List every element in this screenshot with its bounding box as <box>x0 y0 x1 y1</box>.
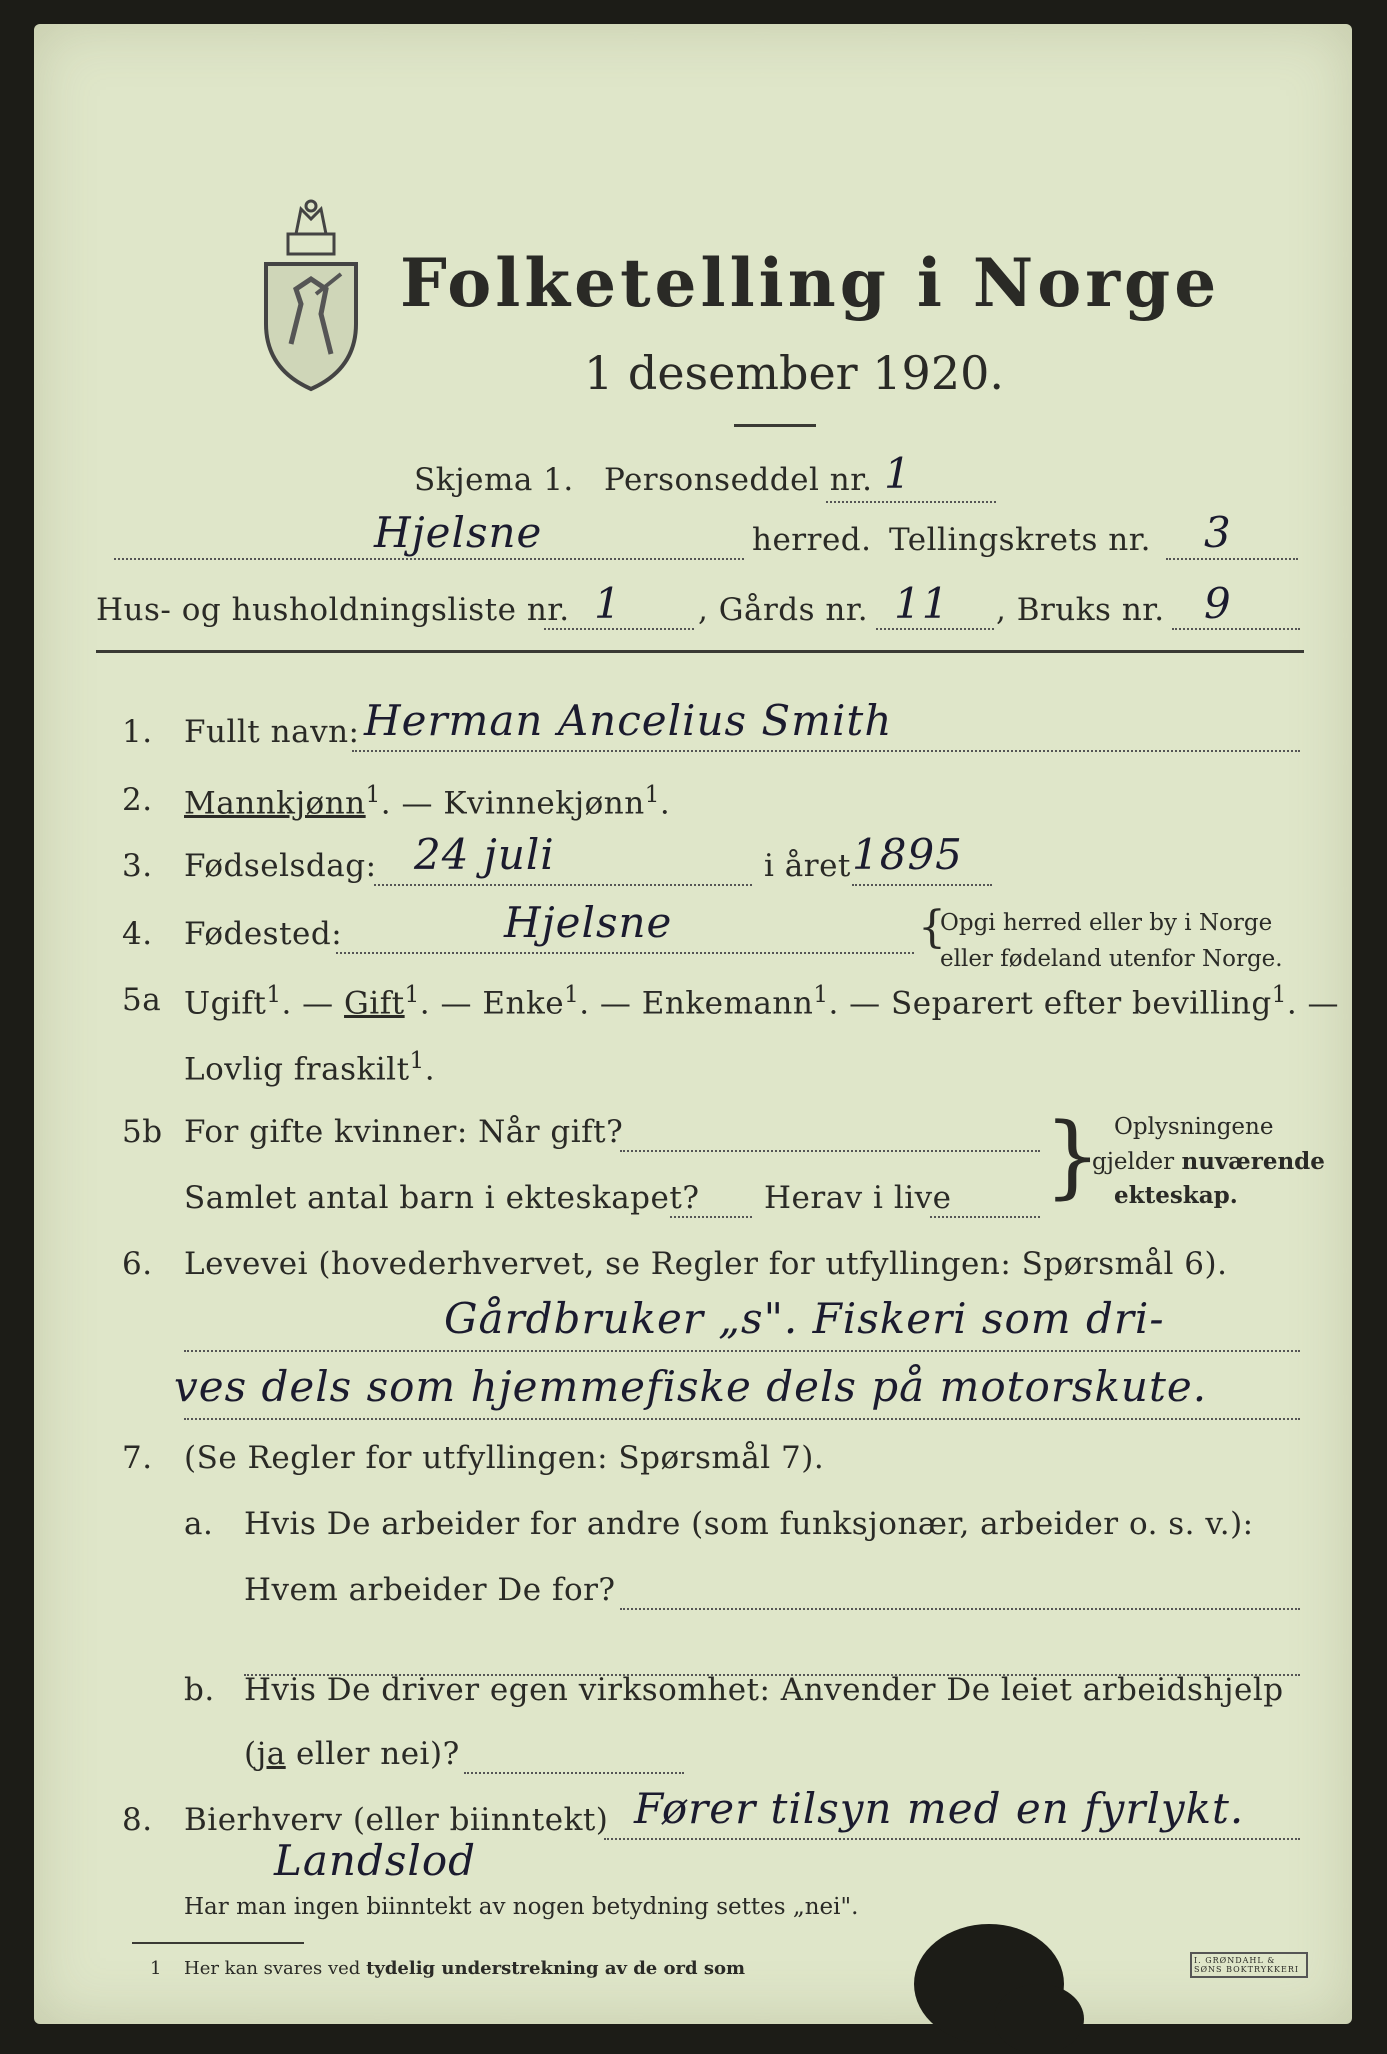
q7a-sub: Hvem arbeider De for? <box>244 1572 616 1608</box>
q8-label: Bierhverv (eller biinntekt) <box>184 1802 609 1838</box>
q7a-text: Hvis De arbeider for andre (som funksjonær, arbeider o. s. v.): <box>244 1506 1254 1542</box>
schema-label: Skjema 1. <box>414 462 574 498</box>
q8-answer-line1: Fører tilsyn med en fyrlykt. <box>634 1784 1245 1833</box>
q6-label: Levevei (hovederhvervet, se Regler for utfyllingen: Spørsmål 6). <box>184 1246 1228 1282</box>
q3-day-field-line <box>374 884 752 886</box>
torn-paper-hole-2 <box>994 1984 1084 2054</box>
gaards-value: 11 <box>894 579 950 628</box>
header-rule <box>96 650 1304 653</box>
q5b-note1: Oplysningene <box>1114 1114 1274 1140</box>
q6-field-line-2 <box>184 1418 1300 1420</box>
q8-note: Har man ingen biinntekt av nogen betydning settes „nei". <box>184 1894 859 1920</box>
q2-male-option: Mannkjønn <box>184 785 366 822</box>
q7-label: (Se Regler for utfyllingen: Spørsmål 7). <box>184 1440 825 1476</box>
q4-number: 4. <box>122 916 153 952</box>
q1-number: 1. <box>122 714 153 750</box>
q7b-ja: ja <box>256 1736 286 1772</box>
q4-note-line2: eller fødeland utenfor Norge. <box>940 946 1283 972</box>
coat-of-arms-icon <box>256 194 366 394</box>
q8-field-line <box>604 1838 1300 1840</box>
q5a-fraskilt: Lovlig fraskilt <box>184 1051 410 1088</box>
q3-year-field-line <box>852 884 992 886</box>
q4-note-line1: Opgi herred eller by i Norge <box>940 910 1273 936</box>
hus-label: Hus- og husholdningsliste nr. <box>96 592 570 628</box>
q8-answer-line2: Landslod <box>274 1836 477 1885</box>
q5a-number: 5a <box>122 982 162 1018</box>
q2-female-option: Kvinnekjønn <box>443 785 645 822</box>
q5b-number: 5b <box>122 1114 163 1150</box>
q7a-number: a. <box>184 1506 214 1542</box>
q3-day-value: 24 juli <box>414 830 555 879</box>
q5a-ugift: Ugift <box>184 985 267 1022</box>
q4-value: Hjelsne <box>504 898 673 947</box>
q8-number: 8. <box>122 1802 153 1838</box>
person-label: Personseddel nr. <box>604 462 873 498</box>
person-value: 1 <box>884 449 912 498</box>
herred-field-line <box>114 558 744 560</box>
q5a-options: Ugift$^1$. — Gift$^1$. — Enke$^1$. — Enkemann$^1$. — Separert efter bevilling$^1$. — <box>184 982 1340 1022</box>
q3-label: Fødselsdag: <box>184 848 377 884</box>
q5b-note-brace: } <box>1044 1104 1102 1209</box>
footnote-text: Her kan svares ved tydelig understrekning av de ord som <box>184 1958 746 1979</box>
census-form-sheet <box>34 24 1352 2024</box>
q7a-field-line-1 <box>620 1608 1300 1610</box>
footnote-number: 1 <box>150 1958 162 1979</box>
q1-label: Fullt navn: <box>184 714 360 750</box>
q5b-line1: For gifte kvinner: Når gift? <box>184 1114 624 1150</box>
q7b-text: Hvis De driver egen virksomhet: Anvender De leiet arbeidshjelp <box>244 1672 1284 1708</box>
gaards-field-line <box>876 628 994 630</box>
q6-field-line-1 <box>184 1350 1300 1352</box>
bruks-field-line <box>1172 628 1300 630</box>
form-date: 1 desember 1920. <box>584 346 1004 400</box>
q5a-options-line2: Lovlig fraskilt$^1$. <box>184 1048 436 1088</box>
herred-value: Hjelsne <box>374 508 543 557</box>
q5b-children-label: Samlet antal barn i ekteskapet? <box>184 1180 700 1216</box>
q7-number: 7. <box>122 1440 153 1476</box>
q5a-enke: Enke <box>482 985 565 1022</box>
hus-value: 1 <box>594 579 622 628</box>
q1-field-line <box>352 750 1300 752</box>
q1-value: Herman Ancelius Smith <box>364 696 893 745</box>
bruks-value: 9 <box>1204 579 1232 628</box>
bruks-label: , Bruks nr. <box>996 592 1165 628</box>
q5a-separert: Separert efter bevilling <box>891 985 1272 1022</box>
gaards-label: , Gårds nr. <box>698 592 869 628</box>
tellingskrets-field-line <box>1166 558 1298 560</box>
q7b-field-line <box>464 1772 684 1774</box>
q5a-gift: Gift <box>344 985 405 1022</box>
q5a-enkemann: Enkemann <box>641 985 814 1022</box>
q3-number: 3. <box>122 848 153 884</box>
q7b-number: b. <box>184 1672 215 1708</box>
form-title: Folketelling i Norge <box>400 244 1221 322</box>
herred-label: herred. <box>752 522 872 558</box>
q6-number: 6. <box>122 1246 153 1282</box>
q4-note-brace: { <box>918 902 946 953</box>
q4-field-line <box>336 952 914 954</box>
footnote-rule <box>132 1942 304 1944</box>
q2-options: Mannkjønn$^1$. — Kvinnekjønn$^1$. <box>184 782 671 822</box>
tellingskrets-label: Tellingskrets nr. <box>889 522 1151 558</box>
q6-answer-line2: ves dels som hjemmefiske dels på motorskute. <box>174 1362 1208 1411</box>
q5b-alive-field-line <box>930 1216 1040 1218</box>
q5b-note2: gjelder nuværende <box>1092 1148 1325 1175</box>
printer-stamp: I. GRØNDAHL & SØNS BOKTRYKKERI <box>1190 1952 1308 1978</box>
q5b-note3: ekteskap. <box>1114 1182 1238 1209</box>
q5b-children-field-line <box>670 1216 752 1218</box>
q2-number: 2. <box>122 782 153 818</box>
q5b-alive-label: Herav i live <box>764 1180 952 1216</box>
person-field-line <box>826 501 996 503</box>
q3-year-label: i året <box>764 848 851 884</box>
q3-year-value: 1895 <box>852 830 963 879</box>
q4-label: Fødested: <box>184 916 343 952</box>
q5b-married-field-line <box>620 1150 1040 1152</box>
hus-field-line <box>544 628 694 630</box>
q6-answer-line1: Gårdbruker „s". Fiskeri som dri- <box>444 1294 1165 1343</box>
tellingskrets-value: 3 <box>1204 508 1232 557</box>
title-divider <box>734 424 816 427</box>
q7b-sub: (ja eller nei)? <box>244 1736 460 1772</box>
